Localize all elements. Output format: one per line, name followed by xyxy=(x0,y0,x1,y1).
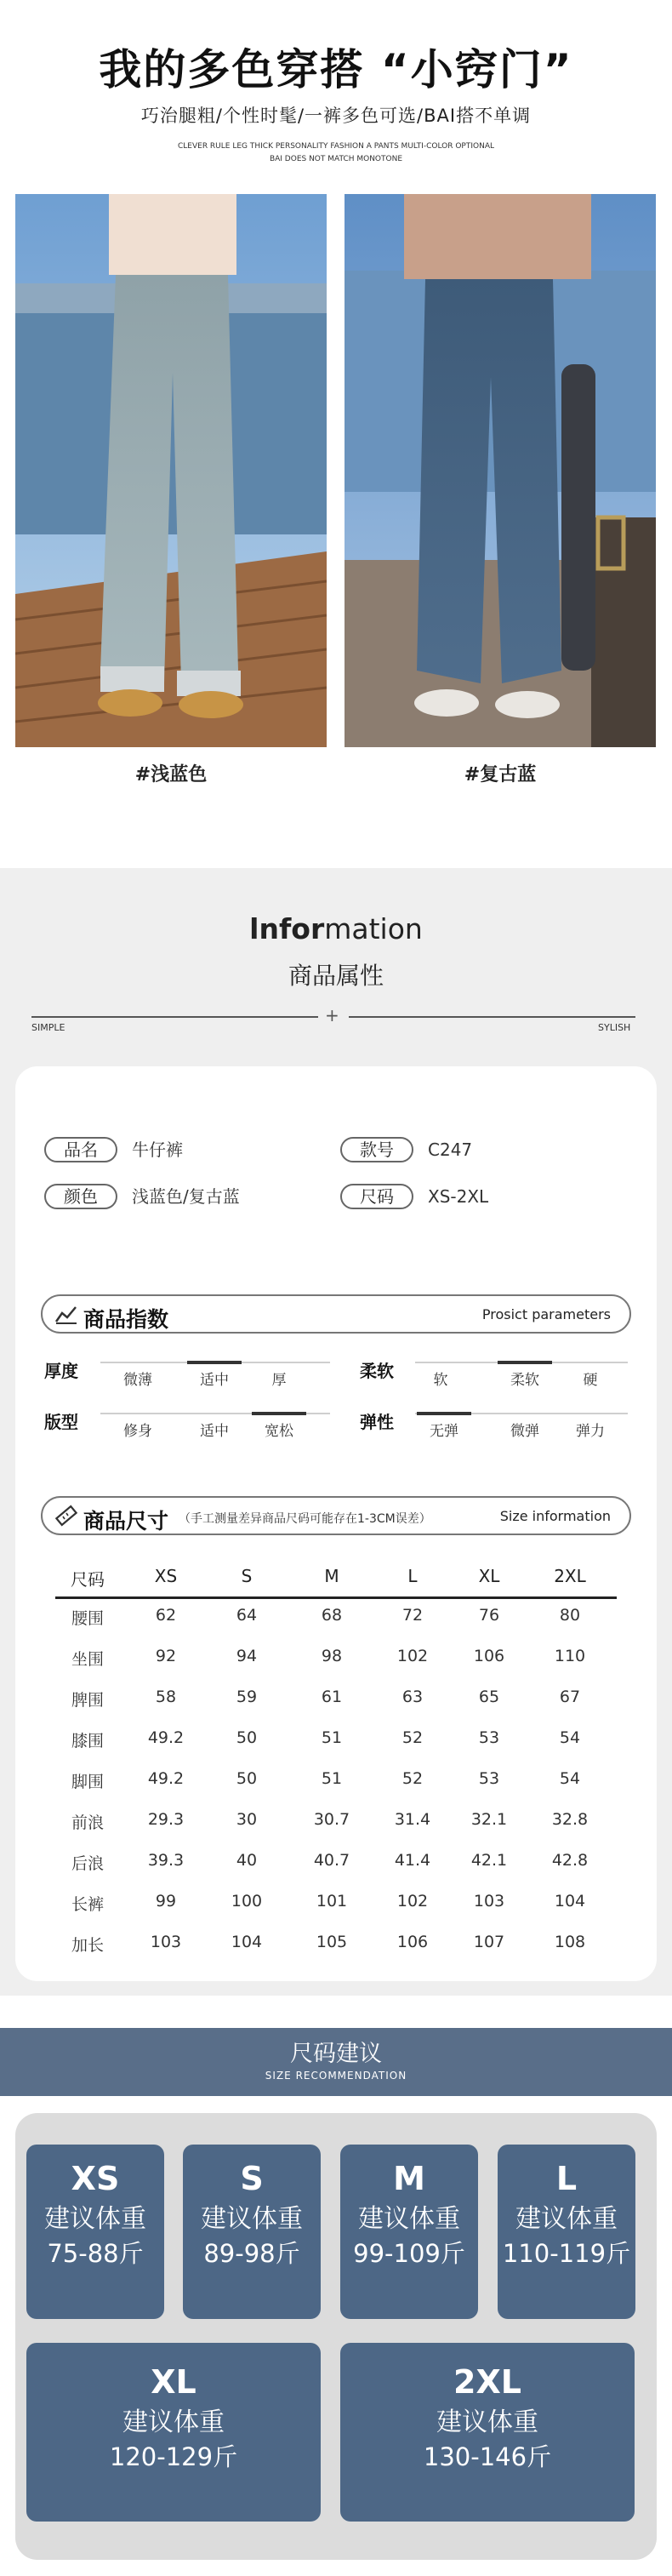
divider-label-simple: SIMPLE xyxy=(31,1022,65,1033)
index-selected-softness xyxy=(498,1361,552,1364)
size-table-cell: 41.4 xyxy=(394,1851,431,1870)
size-table-cell: 32.1 xyxy=(470,1810,508,1829)
rec-range-2xl: 130-146斤 xyxy=(423,2442,552,2471)
model-light-blue-image xyxy=(15,194,327,747)
index-selected-fit xyxy=(252,1412,306,1415)
size-table-row-label: 加长 xyxy=(71,1936,104,1955)
index-section-english: Prosict parameters xyxy=(481,1306,611,1322)
size-table-row-label: 坐围 xyxy=(71,1650,104,1669)
caption-retro-blue: #复古蓝 xyxy=(464,764,537,785)
size-table-header: S xyxy=(241,1566,253,1586)
rec-card-xl xyxy=(26,2343,321,2522)
hero-english xyxy=(174,140,498,166)
rec-card-m xyxy=(340,2145,478,2319)
size-table-cell: 42.1 xyxy=(470,1851,508,1870)
size-table-cell: 80 xyxy=(559,1606,581,1625)
rec-card-xs xyxy=(26,2145,164,2319)
size-table-header: L xyxy=(407,1566,418,1586)
hero-english-line1: CLEVER RULE LEG THICK PERSONALITY FASHION A PANTS MULTI-COLOR OPTIONAL xyxy=(177,142,494,151)
size-table-cell: 103 xyxy=(150,1933,182,1951)
index-option-regular: 适中 xyxy=(200,1423,229,1440)
size-table-cell: 104 xyxy=(231,1933,263,1951)
size-table-cell: 92 xyxy=(155,1647,177,1665)
attr-label-size: 尺码 xyxy=(340,1184,413,1209)
attr-value-color: 浅蓝色/复古蓝 xyxy=(132,1186,240,1207)
size-table-cell: 52 xyxy=(401,1769,424,1788)
size-table-cell: 64 xyxy=(236,1606,258,1625)
index-label-fit: 版型 xyxy=(44,1412,78,1432)
index-label-thickness: 厚度 xyxy=(44,1361,78,1381)
size-table-header: 2XL xyxy=(554,1566,586,1586)
index-option-hard: 硬 xyxy=(583,1372,598,1389)
rec-size-2xl: 2XL xyxy=(453,2363,521,2401)
heading-light-part: mation xyxy=(324,912,423,945)
index-option-slim: 修身 xyxy=(123,1423,152,1440)
size-table-cell: 49.2 xyxy=(147,1769,185,1788)
size-section-note: （手工测量差异商品尺码可能存在1-3CM误差） xyxy=(179,1512,431,1526)
rec-card-2xl xyxy=(340,2343,635,2522)
index-option-stretch: 弹力 xyxy=(576,1423,605,1440)
photo-light-blue xyxy=(15,194,327,747)
rec-weight-label-2xl: 建议体重 xyxy=(436,2408,538,2437)
size-table-cell: 108 xyxy=(554,1933,586,1951)
size-table-cell: 40.7 xyxy=(313,1851,350,1870)
rec-weight-label-l: 建议体重 xyxy=(515,2204,618,2234)
photo-retro-blue xyxy=(345,194,656,747)
divider-right xyxy=(349,1016,635,1018)
size-table-cell: 53 xyxy=(478,1769,500,1788)
size-table-cell: 59 xyxy=(236,1688,258,1706)
hero-english-line2: BAI DOES NOT MATCH MONOTONE xyxy=(269,155,403,163)
index-option-medium: 适中 xyxy=(200,1372,229,1389)
attr-value-style-no: C247 xyxy=(428,1139,473,1160)
size-table-cell: 76 xyxy=(478,1606,500,1625)
size-table-cell: 42.8 xyxy=(551,1851,589,1870)
size-table-cell: 100 xyxy=(231,1892,263,1911)
rec-range-xl: 120-129斤 xyxy=(109,2442,238,2471)
size-table-cell: 65 xyxy=(478,1688,500,1706)
rec-weight-label-m: 建议体重 xyxy=(358,2204,460,2234)
rec-size-s: S xyxy=(240,2160,264,2197)
size-table-cell: 99 xyxy=(155,1892,177,1911)
index-option-thick: 厚 xyxy=(271,1372,287,1389)
index-label-softness: 柔软 xyxy=(360,1361,394,1381)
rec-size-xs: XS xyxy=(71,2160,120,2197)
ruler-icon xyxy=(54,1505,78,1527)
rec-range-m: 99-109斤 xyxy=(353,2239,465,2268)
size-table-row-label: 脚围 xyxy=(71,1773,104,1791)
attr-value-name: 牛仔裤 xyxy=(132,1139,183,1160)
divider-left xyxy=(31,1016,318,1018)
hero-title: 我的多色穿搭 “小窍门” xyxy=(99,45,573,94)
hero-header xyxy=(0,0,672,179)
size-table-header-rule xyxy=(55,1596,617,1599)
size-table-cell: 31.4 xyxy=(394,1810,431,1829)
size-table-cell: 53 xyxy=(478,1728,500,1747)
size-table-row-label: 腰围 xyxy=(71,1609,104,1628)
rec-card-l xyxy=(498,2145,635,2319)
index-option-no-stretch: 无弹 xyxy=(430,1423,458,1440)
size-table-cell: 104 xyxy=(554,1892,586,1911)
recommendation-english: SIZE RECOMMENDATION xyxy=(265,2070,407,2082)
size-table-cell: 29.3 xyxy=(147,1810,185,1829)
size-section-header xyxy=(41,1496,631,1535)
index-section-header xyxy=(41,1294,631,1334)
size-table-cell: 67 xyxy=(559,1688,581,1706)
size-section-title: 商品尺寸 xyxy=(83,1509,169,1534)
rec-weight-label-s: 建议体重 xyxy=(201,2204,303,2234)
model-retro-blue-image xyxy=(345,194,656,747)
rec-range-l: 110-119斤 xyxy=(502,2239,631,2268)
heading-bold-part: lnfor xyxy=(249,912,325,945)
size-table-header: M xyxy=(324,1566,339,1586)
size-table-cell: 110 xyxy=(554,1647,586,1665)
index-option-supple: 柔软 xyxy=(510,1372,539,1389)
size-table-header: XS xyxy=(154,1566,178,1586)
size-table-cell: 51 xyxy=(321,1769,343,1788)
index-selected-elasticity xyxy=(417,1412,471,1415)
size-table-row-label: 前浪 xyxy=(71,1813,104,1832)
index-option-slight-stretch: 微弹 xyxy=(510,1423,539,1440)
size-table-cell: 49.2 xyxy=(147,1728,185,1747)
size-table-cell: 72 xyxy=(401,1606,424,1625)
trend-chart-icon xyxy=(54,1303,78,1325)
size-table-header: 尺码 xyxy=(71,1569,105,1590)
information-subheading: 商品属性 xyxy=(288,962,384,990)
information-heading xyxy=(0,912,672,945)
rec-weight-label-xl: 建议体重 xyxy=(122,2408,225,2437)
caption-light-blue: #浅蓝色 xyxy=(134,764,208,785)
attr-label-color: 颜色 xyxy=(44,1184,117,1209)
size-table-cell: 62 xyxy=(155,1606,177,1625)
size-table-cell: 106 xyxy=(473,1647,505,1665)
size-table-cell: 103 xyxy=(473,1892,505,1911)
rec-size-l: L xyxy=(555,2160,578,2197)
rec-size-xl: XL xyxy=(151,2363,196,2401)
size-table-cell: 39.3 xyxy=(147,1851,185,1870)
size-table-cell: 30 xyxy=(236,1810,258,1829)
rec-size-m: M xyxy=(393,2160,425,2197)
size-table-cell: 54 xyxy=(559,1769,581,1788)
index-option-soft: 软 xyxy=(433,1372,448,1389)
size-section-english: Size information xyxy=(499,1508,611,1524)
size-table-cell: 30.7 xyxy=(313,1810,350,1829)
attr-label-style-no: 款号 xyxy=(340,1137,413,1162)
size-table-row-label: 后浪 xyxy=(71,1854,104,1873)
divider-label-stylish: SYLISH xyxy=(598,1022,631,1033)
rec-card-s xyxy=(183,2145,321,2319)
recommendation-title: 尺码建议 xyxy=(290,2041,382,2067)
size-table-cell: 101 xyxy=(316,1892,348,1911)
size-table-cell: 61 xyxy=(321,1688,343,1706)
size-table-row-label: 脾围 xyxy=(71,1691,104,1710)
size-table-cell: 107 xyxy=(473,1933,505,1951)
rec-range-xs: 75-88斤 xyxy=(47,2239,144,2268)
size-table-cell: 102 xyxy=(396,1647,429,1665)
size-table-cell: 32.8 xyxy=(551,1810,589,1829)
size-table-cell: 58 xyxy=(155,1688,177,1706)
rec-weight-label-xs: 建议体重 xyxy=(44,2204,146,2234)
attr-value-size: XS-2XL xyxy=(428,1186,489,1207)
size-table-cell: 98 xyxy=(321,1647,343,1665)
index-label-elasticity: 弹性 xyxy=(360,1412,394,1432)
size-table-row-label: 膝围 xyxy=(71,1732,104,1751)
size-table-cell: 94 xyxy=(236,1647,258,1665)
index-selected-thickness xyxy=(187,1361,242,1364)
size-table-cell: 51 xyxy=(321,1728,343,1747)
size-table-cell: 68 xyxy=(321,1606,343,1625)
size-table-cell: 54 xyxy=(559,1728,581,1747)
size-table-cell: 106 xyxy=(396,1933,429,1951)
rec-range-s: 89-98斤 xyxy=(203,2239,300,2268)
size-table-row-label: 长裤 xyxy=(71,1895,104,1914)
size-table-cell: 105 xyxy=(316,1933,348,1951)
attr-label-name: 品名 xyxy=(44,1137,117,1162)
size-table-header: XL xyxy=(478,1566,500,1586)
size-table-cell: 50 xyxy=(236,1769,258,1788)
size-table-cell: 40 xyxy=(236,1851,258,1870)
divider-plus-icon: + xyxy=(325,1005,339,1025)
size-table-cell: 102 xyxy=(396,1892,429,1911)
size-table-cell: 52 xyxy=(401,1728,424,1747)
hero-subtitle: 巧治腿粗/个性时髦/一裤多色可选/BAI搭不单调 xyxy=(140,106,532,126)
size-table-cell: 63 xyxy=(401,1688,424,1706)
index-option-thin: 微薄 xyxy=(123,1372,152,1389)
index-option-loose: 宽松 xyxy=(265,1423,293,1440)
index-section-title: 商品指数 xyxy=(83,1307,169,1332)
size-table-cell: 50 xyxy=(236,1728,258,1747)
